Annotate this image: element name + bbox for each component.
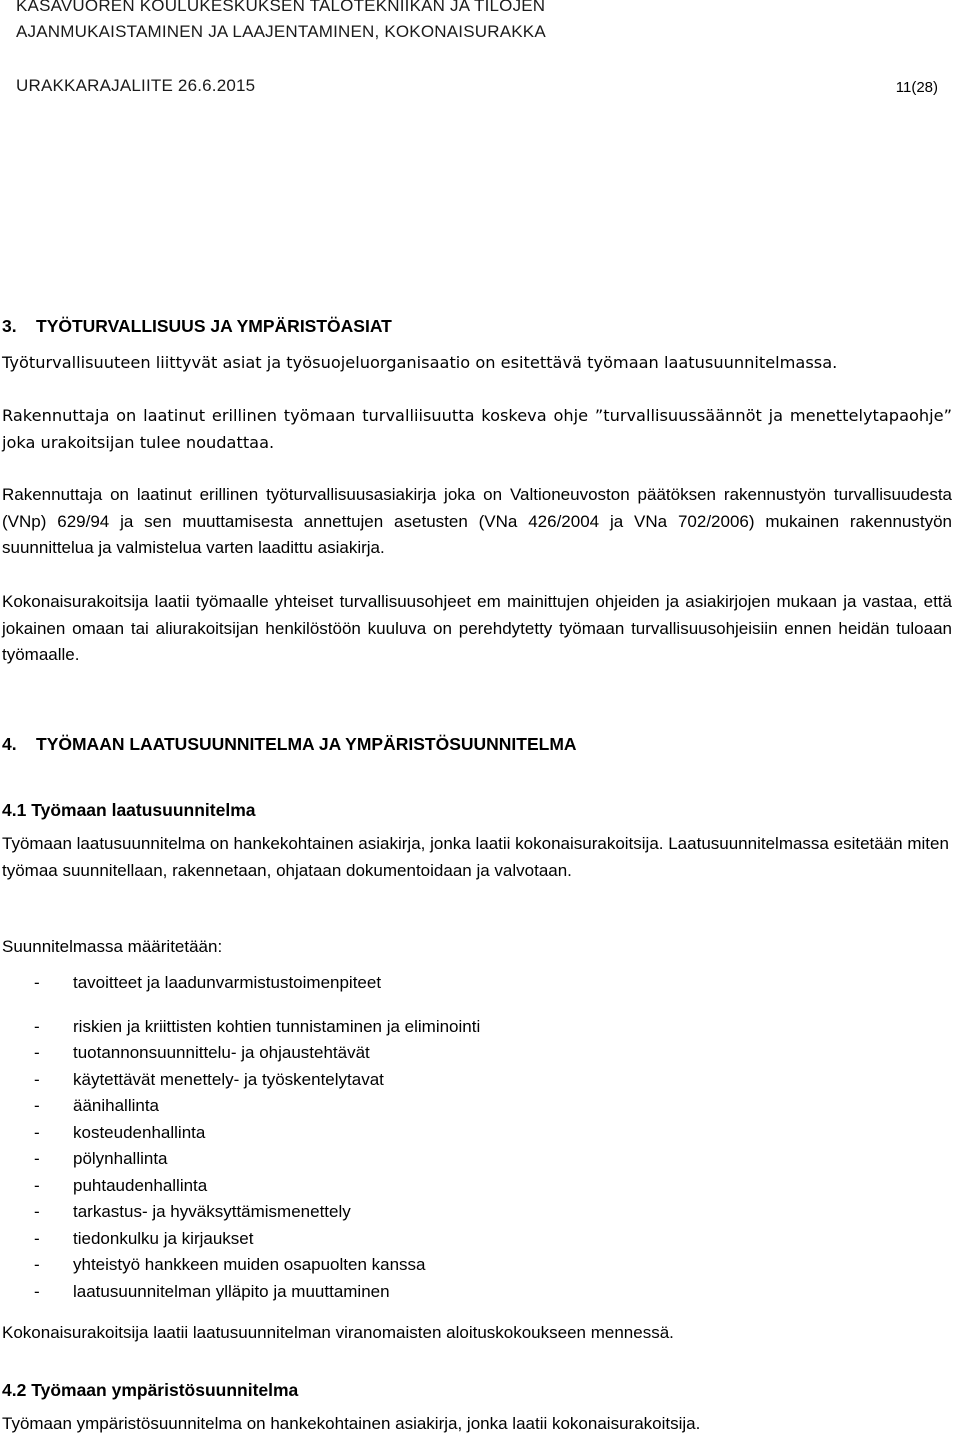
- list-dash: -: [34, 1228, 40, 1248]
- section-3-paragraph-1: Työturvallisuuteen liittyvät asiat ja työsuojeluorganisaatio on esitettävä työmaan laatusuunnitelmassa.: [2, 353, 838, 372]
- list-item-text: äänihallinta: [73, 1096, 160, 1115]
- section-3-paragraph-2: Rakennuttaja on laatinut erillinen työmaan turvalliisuutta koskeva ohje ”turvallisuussäännöt ja menettelytapaohje” joka urakoitsijan tulee noudattaa.: [2, 406, 952, 452]
- section-3-paragraph-3: Rakennuttaja on laatinut erillinen työturvallisuusasiakirja joka on Valtioneuvoston päätöksen rakennustyön turvallisuudesta (VNp) 629/94 ja sen muuttamisesta annettujen asetusten (VNa 426/2004 ja VNa 702/2006) mukainen rakennustyön suunnittelua ja valmistelua varten laadittu asiakirja.: [2, 485, 952, 557]
- section-3-paragraph-4: Kokonaisurakoitsija laatii työmaalle yhteiset turvallisuusohjeet em mainittujen ohjeiden ja asiakirjojen mukaan ja vastaa, että jokainen omaan tai aliurakoitsijan henkilöstöön kuuluva on perehdytetty työmaan turvallisuusohjeisiin ennen heidän tuloaan työmaalle.: [2, 592, 952, 664]
- list-dash: -: [34, 1149, 40, 1168]
- section-4-number: 4.: [2, 734, 17, 754]
- list-item-text: pölynhallinta: [73, 1149, 168, 1168]
- list-dash: -: [34, 1043, 40, 1062]
- section-3-title: TYÖTURVALLISUUS JA YMPÄRISTÖASIAT: [36, 316, 392, 336]
- section-4-heading: [2, 734, 577, 755]
- list-dash: -: [34, 1255, 40, 1274]
- section-4-title: TYÖMAAN LAATUSUUNNITELMA JA YMPÄRISTÖSUUNNITELMA: [36, 734, 577, 754]
- list-item-text: tarkastus- ja hyväksyttämismenettely: [73, 1202, 351, 1221]
- list-dash: -: [34, 1175, 40, 1195]
- header-title-line-2: AJANMUKAISTAMINEN JA LAAJENTAMINEN, KOKONAISURAKKA: [16, 22, 546, 41]
- section-4-1-paragraph: Työmaan laatusuunnitelma on hankekohtainen asiakirja, jonka laatii kokonaisurakoitsija. Laatusuunnitelmassa esitetään miten työmaa suunnitellaan, rakennetaan, ohjataan dokumentoidaan ja valvotaan.: [2, 834, 949, 880]
- section-4-1-list-intro: Suunnitelmassa määritetään:: [2, 937, 223, 956]
- list-item-text: kosteudenhallinta: [73, 1122, 206, 1142]
- list-dash: -: [34, 1281, 40, 1301]
- list-item-text: tavoitteet ja laadunvarmistustoimenpiteet: [73, 973, 382, 992]
- section-4-1-heading: 4.1 Työmaan laatusuunnitelma: [2, 800, 256, 820]
- list-dash: -: [34, 1016, 40, 1036]
- list-item-text: puhtaudenhallinta: [73, 1175, 208, 1195]
- list-item-text: tiedonkulku ja kirjaukset: [73, 1228, 254, 1248]
- header-title-line-1: KASAVUOREN KOULUKESKUKSEN TALOTEKNIIKAN JA TILOJEN: [16, 0, 546, 15]
- section-4-1-closing: Kokonaisurakoitsija laatii laatusuunnitelman viranomaisten aloituskokoukseen mennessä.: [2, 1323, 674, 1342]
- section-4-2-heading: 4.2 Työmaan ympäristösuunnitelma: [2, 1380, 299, 1400]
- list-item-text: riskien ja kriittisten kohtien tunnistaminen ja eliminointi: [73, 1016, 481, 1036]
- list-item-text: tuotannonsuunnittelu- ja ohjaustehtävät: [73, 1043, 370, 1062]
- section-4-2-paragraph: Työmaan ympäristösuunnitelma on hankekohtainen asiakirja, jonka laatii kokonaisurakoitsija.: [2, 1414, 701, 1433]
- list-item-text: laatusuunnitelman ylläpito ja muuttaminen: [73, 1281, 390, 1301]
- list-dash: -: [34, 1122, 40, 1142]
- list-dash: -: [34, 1202, 40, 1221]
- section-3-number: 3.: [2, 316, 17, 336]
- page-number: 11(28): [895, 79, 938, 96]
- list-dash: -: [34, 973, 40, 992]
- section-3-heading: [2, 316, 392, 337]
- header-appendix-date: URAKKARAJALIITE 26.6.2015: [16, 76, 256, 95]
- list-item-text: käytettävät menettely- ja työskentelytavat: [73, 1069, 384, 1089]
- list-dash: -: [34, 1069, 40, 1089]
- list-item-text: yhteistyö hankkeen muiden osapuolten kanssa: [73, 1255, 426, 1274]
- list-dash: -: [34, 1096, 40, 1115]
